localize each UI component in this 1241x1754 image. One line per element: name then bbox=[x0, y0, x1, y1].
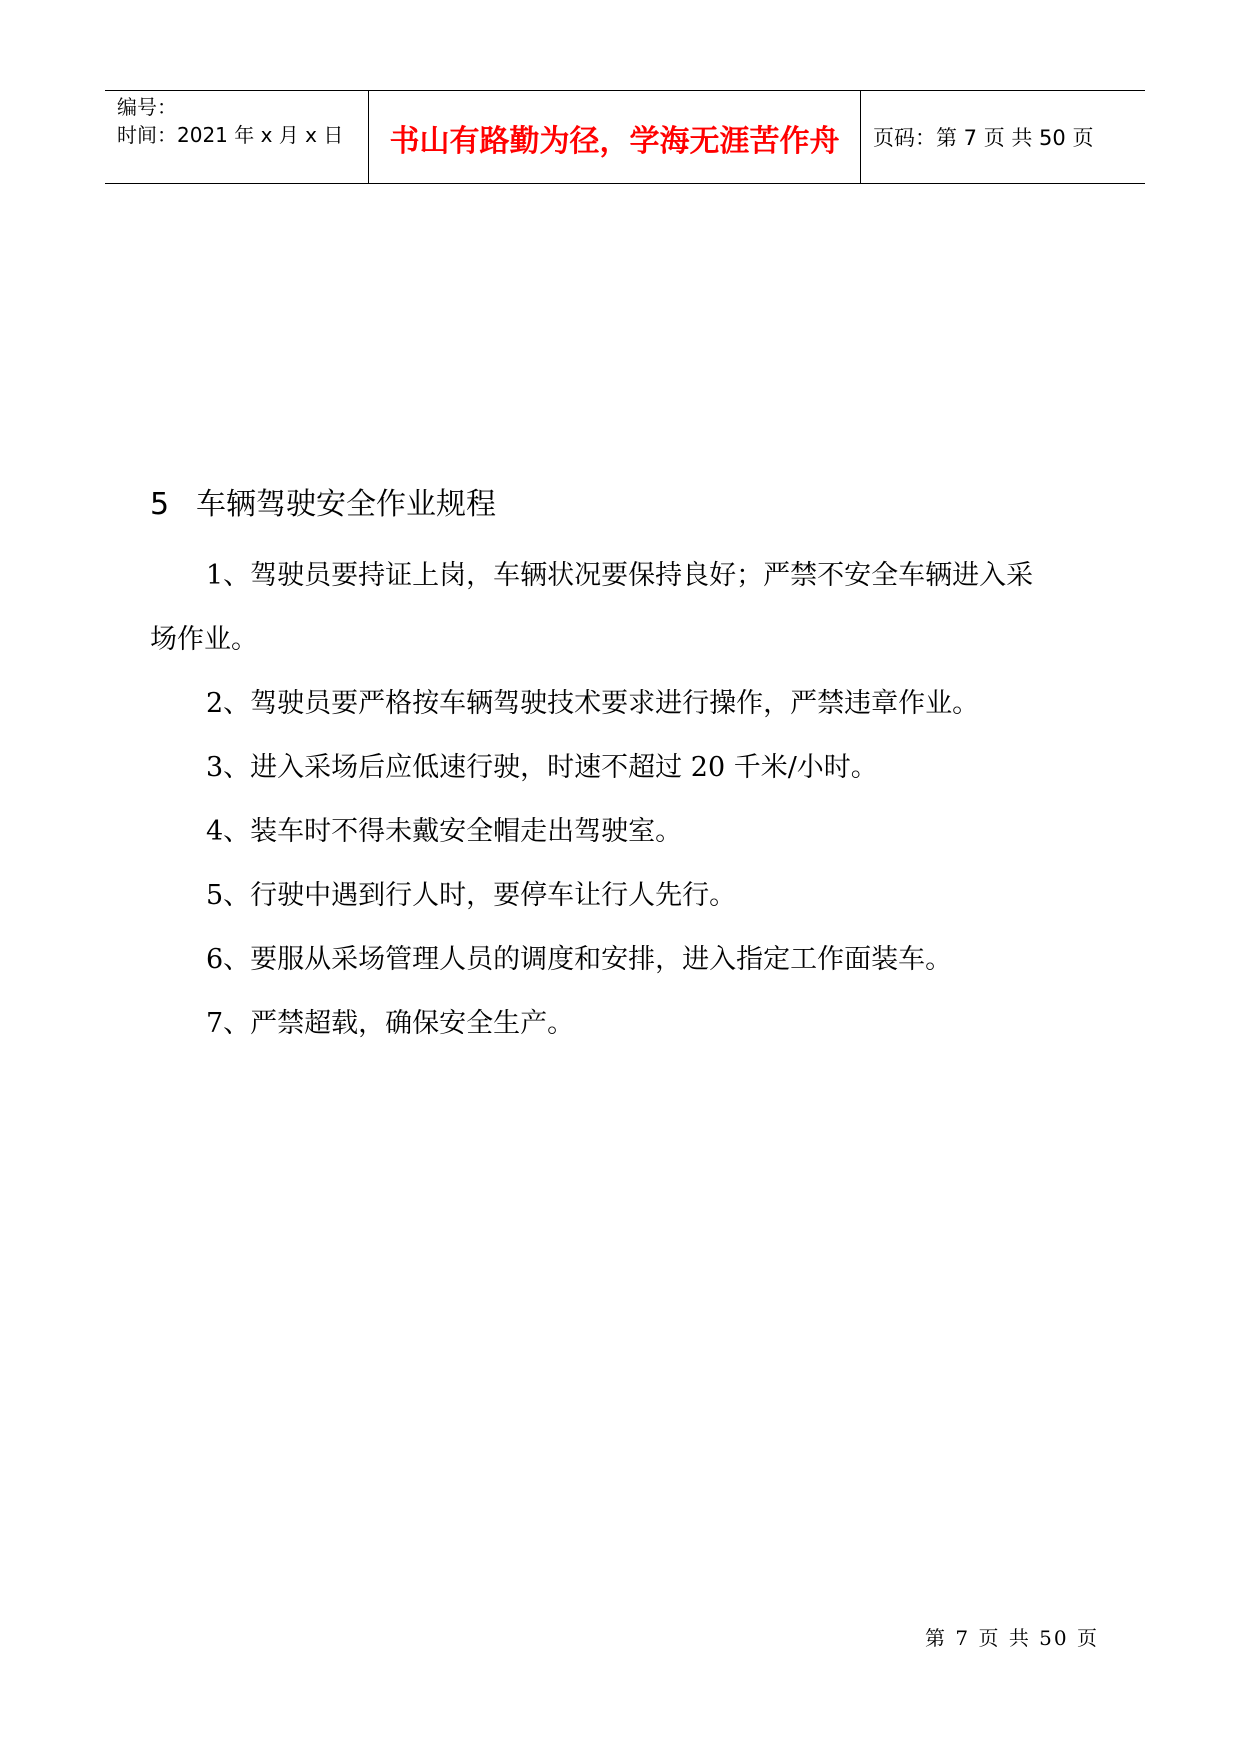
rule-text-continued: 场作业。 bbox=[150, 624, 258, 655]
header-motto-cell bbox=[369, 91, 861, 183]
header-meta-cell bbox=[105, 91, 369, 183]
rule-text: 4、装车时不得未戴安全帽走出驾驶室。 bbox=[206, 816, 683, 847]
header-page-label: 页码：第 7 页 共 50 页 bbox=[873, 126, 1094, 150]
rule-item-6 bbox=[150, 928, 1110, 992]
rule-text: 5、行驶中遇到行人时，要停车让行人先行。 bbox=[206, 880, 737, 911]
rule-item-1 bbox=[150, 544, 1110, 672]
rule-item-5 bbox=[150, 864, 1110, 928]
rule-item-4 bbox=[150, 800, 1110, 864]
rule-text: 2、驾驶员要严格按车辆驾驶技术要求进行操作，严禁违章作业。 bbox=[206, 688, 980, 719]
rule-item-3 bbox=[150, 736, 1110, 800]
rule-text: 3、进入采场后应低速行驶，时速不超过 20 千米/小时。 bbox=[206, 752, 878, 783]
section-number: 5 bbox=[150, 487, 170, 522]
rule-item-2 bbox=[150, 672, 1110, 736]
time-label: 时间：2021 年 x 月 x 日 bbox=[117, 123, 344, 147]
rule-item-7 bbox=[150, 992, 1110, 1056]
rule-text: 7、严禁超载，确保安全生产。 bbox=[206, 1008, 575, 1039]
rule-text: 6、要服从采场管理人员的调度和安排，进入指定工作面装车。 bbox=[206, 944, 953, 975]
section-title: 车辆驾驶安全作业规程 bbox=[196, 487, 496, 522]
serial-number-label: 编号： bbox=[117, 95, 177, 119]
page-header bbox=[105, 90, 1145, 184]
section-heading bbox=[150, 485, 496, 525]
rule-text: 1、驾驶员要持证上岗，车辆状况要保持良好；严禁不安全车辆进入采 bbox=[206, 560, 1034, 591]
header-motto: 书山有路勤为径，学海无涯苦作舟 bbox=[389, 124, 840, 159]
header-page-cell bbox=[861, 91, 1145, 183]
footer-page-number: 第 7 页 共 50 页 bbox=[925, 1626, 1099, 1650]
